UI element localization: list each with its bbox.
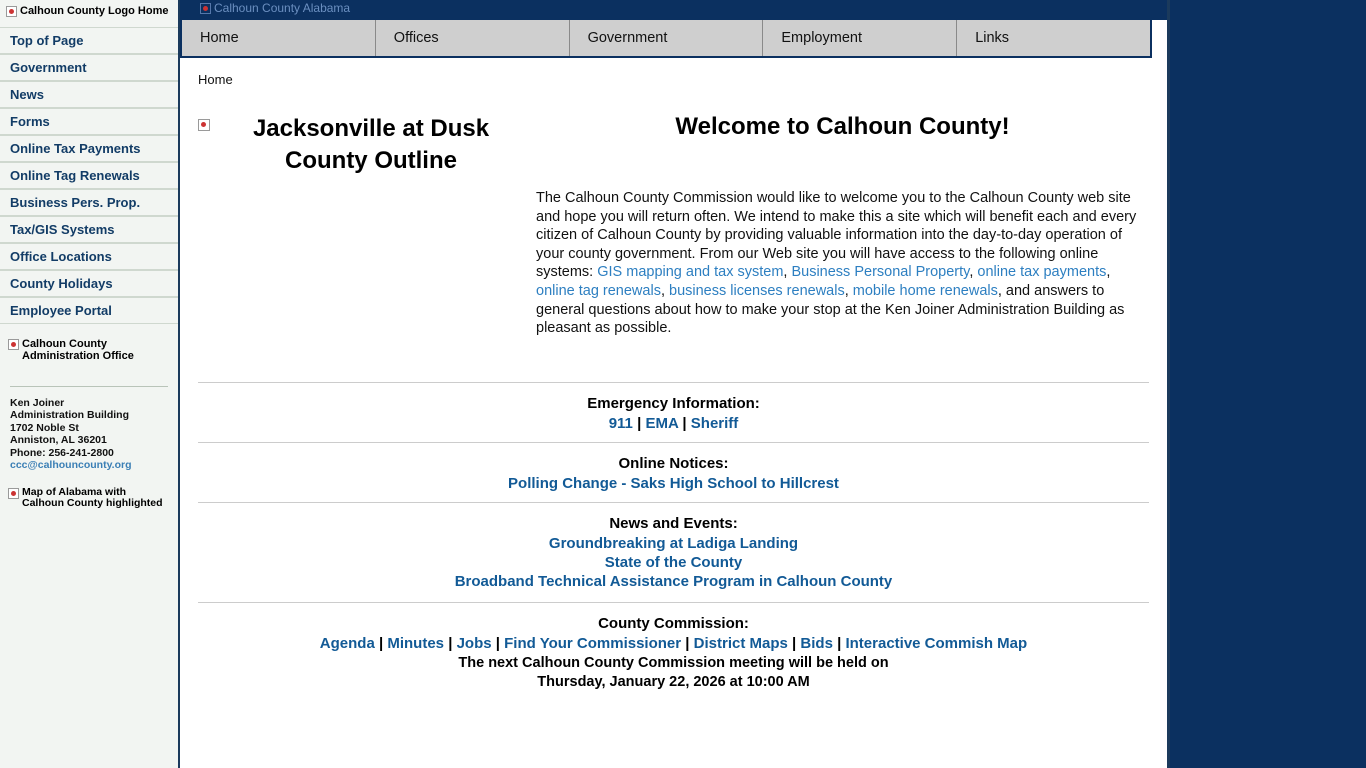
emergency-section-title: Emergency Information: [587, 394, 760, 412]
administration-office-image[interactable]: Calhoun County Administration Office [8, 338, 170, 362]
news-item [198, 554, 1149, 571]
sidebar-item-forms[interactable]: Forms [0, 108, 178, 135]
contact-email-link[interactable]: ccc@calhouncounty.org [10, 459, 132, 472]
divider-pipe: | [374, 634, 388, 652]
page-frame [180, 0, 1170, 768]
sep-2: , [969, 264, 978, 281]
commission-link-interactive-commish-map[interactable]: Interactive Commish Map [845, 634, 1028, 652]
nav-links[interactable]: Links [975, 30, 1010, 46]
sidebar [0, 0, 180, 768]
sep-3: , [1106, 264, 1111, 281]
site-banner [180, 0, 1167, 20]
jacksonville-at-dusk-image: Jacksonville at Dusk County Outline [198, 113, 528, 177]
page-title: Welcome to Calhoun County! [675, 113, 1010, 140]
address-line-phone: Phone: 256-241-2800 [10, 446, 114, 459]
emergency-link-ema[interactable]: EMA [645, 414, 679, 432]
breadcrumb: Home [198, 72, 233, 87]
news-link-ladiga-landing[interactable]: Groundbreaking at Ladiga Landing [548, 534, 799, 552]
emergency-links [198, 415, 1149, 432]
news-and-events-section [198, 502, 1149, 602]
divider-pipe: | [832, 634, 846, 652]
address-line-city: Anniston, AL 36201 [10, 434, 107, 447]
sep-5: , [844, 282, 853, 299]
notices-section-title: Online Notices: [618, 454, 729, 472]
hero-row [180, 113, 1167, 338]
divider-pipe: | [491, 634, 505, 652]
welcome-text-part1: The Calhoun County Commission would like to welcome you to the Calhoun County web site and hope you will return often. We intend to make this a site which will benefit each and every citizen of Calhoun County by providing valuable information into the day-to-day operation of your county government. From our Web site you will have access to the following online systems: [536, 190, 1137, 281]
nav-offices[interactable]: Offices [376, 20, 570, 56]
commission-link-district-maps[interactable]: District Maps [693, 634, 788, 652]
news-item [198, 535, 1149, 552]
link-business-licenses-renewals[interactable]: business licenses renewals [669, 282, 845, 299]
calhoun-county-logo-image[interactable]: Calhoun County Logo Home [6, 5, 168, 17]
sidebar-item-tax-gis-systems[interactable]: Tax/GIS Systems [0, 216, 178, 243]
address-line-street: 1702 Noble St [10, 421, 79, 434]
emergency-link-sheriff[interactable]: Sheriff [690, 414, 739, 432]
alabama-map-image: Map of Alabama with Calhoun County highlighted [8, 487, 170, 509]
meeting-notice-line2: Thursday, January 22, 2026 at 10:00 AM [537, 673, 810, 690]
sidebar-item-online-tag-renewals[interactable]: Online Tag Renewals [0, 162, 178, 189]
main-navigation [180, 20, 1152, 58]
welcome-text-part2: , and answers to general questions about how to make your stop at the Ken Joiner Administration Building as pleasant as possible. [536, 282, 1125, 337]
hero-text-block [528, 113, 1149, 338]
address-line-building: Administration Building [10, 409, 129, 422]
notices-links [198, 475, 1149, 492]
link-online-tag-renewals[interactable]: online tag renewals [536, 282, 661, 299]
notice-link-polling-change[interactable]: Polling Change - Saks High School to Hillcrest [508, 474, 839, 492]
sep-4: , [660, 282, 670, 299]
commission-link-jobs[interactable]: Jobs [456, 634, 492, 652]
county-commission-section [198, 602, 1149, 700]
sidebar-item-employee-portal[interactable]: Employee Portal [0, 297, 178, 324]
link-online-tax-payments[interactable]: online tax payments [977, 264, 1107, 281]
divider-pipe: | [787, 634, 801, 652]
nav-employment[interactable]: Employment [763, 20, 957, 56]
commission-link-find-your-commissioner[interactable]: Find Your Commissioner [504, 634, 682, 652]
divider-pipe: | [681, 634, 694, 652]
divider-pipe: | [444, 634, 457, 652]
sidebar-item-business-pers-prop[interactable]: Business Pers. Prop. [0, 189, 178, 216]
emergency-information-section [198, 382, 1149, 442]
sidebar-divider [10, 386, 168, 387]
sidebar-item-office-locations[interactable]: Office Locations [0, 243, 178, 270]
address-line-name: Ken Joiner [10, 397, 65, 409]
commission-link-minutes[interactable]: Minutes [387, 634, 445, 652]
alabama-map-image-block [0, 471, 178, 515]
commission-section-title: County Commission: [598, 614, 749, 632]
welcome-paragraph [536, 189, 1149, 338]
commission-links [198, 635, 1149, 652]
sidebar-item-online-tax-payments[interactable]: Online Tax Payments [0, 135, 178, 162]
news-link-broadband-program[interactable]: Broadband Technical Assistance Program in Calhoun County [454, 572, 893, 590]
sidebar-logo[interactable] [0, 0, 178, 27]
meeting-notice-line1: The next Calhoun County Commission meeting will be held on [458, 654, 889, 671]
sidebar-item-top-of-page[interactable]: Top of Page [0, 27, 178, 54]
nav-government[interactable]: Government [570, 20, 764, 56]
sidebar-item-government[interactable]: Government [0, 54, 178, 81]
sidebar-item-news[interactable]: News [0, 81, 178, 108]
admin-office-image-block[interactable] [0, 324, 178, 370]
online-notices-section [198, 442, 1149, 502]
divider-pipe: | [632, 414, 646, 432]
news-link-state-of-the-county[interactable]: State of the County [604, 553, 743, 571]
contact-address-block [0, 397, 178, 471]
link-mobile-home-renewals[interactable]: mobile home renewals [852, 282, 998, 299]
commission-link-agenda[interactable]: Agenda [319, 634, 375, 652]
commission-link-bids[interactable]: Bids [800, 634, 833, 652]
emergency-link-911[interactable]: 911 [608, 414, 633, 432]
news-item [198, 573, 1149, 590]
divider-pipe: | [678, 414, 691, 432]
news-links [198, 535, 1149, 590]
link-gis-mapping-tax-system[interactable]: GIS mapping and tax system [597, 264, 784, 281]
nav-home[interactable]: Home [182, 20, 376, 56]
link-business-personal-property[interactable]: Business Personal Property [791, 264, 970, 281]
sidebar-item-county-holidays[interactable]: County Holidays [0, 270, 178, 297]
site-banner-image: Calhoun County Alabama [200, 2, 350, 14]
news-section-title: News and Events: [609, 514, 738, 532]
hero-image-block [198, 113, 528, 338]
sep-1: , [783, 264, 792, 281]
page-content [180, 58, 1167, 766]
